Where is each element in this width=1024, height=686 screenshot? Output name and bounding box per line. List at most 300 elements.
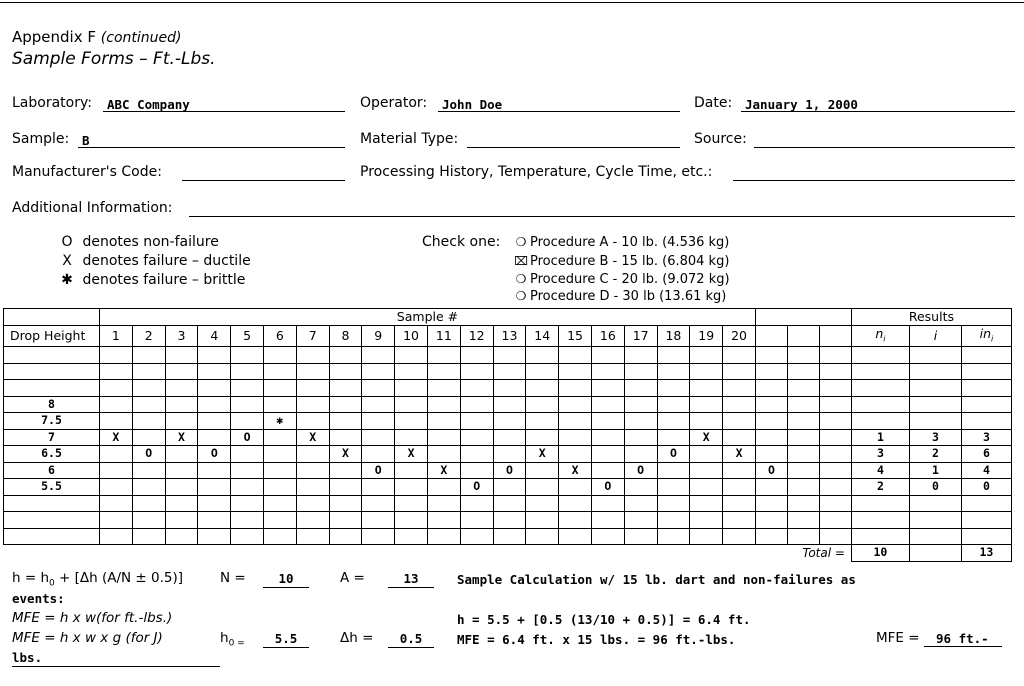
result-mark-cell[interactable] xyxy=(690,462,723,479)
result-mark-cell[interactable] xyxy=(657,462,690,479)
result-mark-cell[interactable] xyxy=(526,347,559,364)
result-mark-cell[interactable] xyxy=(493,479,526,496)
result-mark-cell[interactable] xyxy=(493,512,526,529)
result-mark-cell[interactable] xyxy=(526,528,559,545)
result-mark-cell[interactable] xyxy=(690,396,723,413)
result-mark-cell[interactable] xyxy=(591,347,624,364)
result-mark-cell[interactable] xyxy=(263,528,296,545)
result-mark-cell[interactable] xyxy=(657,512,690,529)
result-value-cell[interactable] xyxy=(961,512,1011,529)
drop-height-cell[interactable]: 6.5 xyxy=(4,446,100,463)
result-mark-cell[interactable] xyxy=(132,347,165,364)
result-mark-cell[interactable] xyxy=(493,495,526,512)
result-mark-cell[interactable] xyxy=(690,413,723,430)
result-mark-cell[interactable] xyxy=(559,396,592,413)
result-mark-cell[interactable] xyxy=(362,413,395,430)
result-mark-cell[interactable] xyxy=(296,495,329,512)
result-mark-cell[interactable] xyxy=(460,512,493,529)
result-value-cell[interactable] xyxy=(961,495,1011,512)
result-mark-cell[interactable] xyxy=(624,347,657,364)
result-mark-cell[interactable] xyxy=(100,363,133,380)
result-mark-cell[interactable] xyxy=(165,462,198,479)
result-mark-cell[interactable] xyxy=(362,528,395,545)
result-mark-cell[interactable] xyxy=(460,363,493,380)
result-mark-cell[interactable] xyxy=(657,495,690,512)
result-value-cell[interactable]: 6 xyxy=(961,446,1011,463)
result-mark-cell[interactable] xyxy=(198,429,231,446)
result-mark-cell[interactable] xyxy=(165,446,198,463)
result-mark-cell[interactable] xyxy=(526,429,559,446)
result-mark-cell[interactable] xyxy=(165,347,198,364)
result-value-cell[interactable]: 4 xyxy=(961,462,1011,479)
result-mark-cell[interactable] xyxy=(787,462,819,479)
total-value-cell[interactable] xyxy=(909,545,961,562)
result-mark-cell[interactable] xyxy=(591,396,624,413)
result-value-cell[interactable]: 4 xyxy=(851,462,909,479)
result-mark-cell[interactable] xyxy=(165,479,198,496)
result-mark-cell[interactable] xyxy=(395,413,428,430)
result-mark-cell[interactable] xyxy=(591,363,624,380)
result-mark-cell[interactable] xyxy=(559,495,592,512)
result-mark-cell[interactable] xyxy=(198,462,231,479)
result-mark-cell[interactable] xyxy=(231,512,264,529)
result-value-cell[interactable] xyxy=(961,396,1011,413)
result-mark-cell[interactable] xyxy=(329,429,362,446)
result-mark-cell[interactable] xyxy=(657,347,690,364)
result-mark-cell[interactable] xyxy=(493,446,526,463)
result-mark-cell[interactable] xyxy=(787,446,819,463)
result-mark-cell[interactable] xyxy=(362,479,395,496)
result-mark-cell[interactable] xyxy=(624,429,657,446)
result-mark-cell[interactable] xyxy=(723,479,756,496)
additional-info-field[interactable] xyxy=(189,200,1015,217)
result-mark-cell[interactable] xyxy=(787,413,819,430)
result-value-cell[interactable] xyxy=(909,528,961,545)
procedure-d-option[interactable] xyxy=(512,289,726,304)
result-mark-cell[interactable] xyxy=(526,462,559,479)
result-mark-cell[interactable] xyxy=(723,512,756,529)
result-mark-cell[interactable] xyxy=(493,429,526,446)
result-mark-cell[interactable] xyxy=(690,446,723,463)
mfe-value[interactable]: 96 ft.- xyxy=(924,631,1002,647)
result-mark-cell[interactable] xyxy=(198,396,231,413)
result-mark-cell[interactable] xyxy=(132,363,165,380)
result-value-cell[interactable] xyxy=(851,347,909,364)
result-mark-cell[interactable] xyxy=(198,413,231,430)
drop-height-cell[interactable] xyxy=(4,512,100,529)
result-mark-cell[interactable] xyxy=(132,429,165,446)
result-mark-cell[interactable] xyxy=(100,479,133,496)
drop-height-cell[interactable] xyxy=(4,363,100,380)
result-mark-cell[interactable] xyxy=(263,446,296,463)
result-mark-cell[interactable] xyxy=(231,446,264,463)
result-mark-cell[interactable] xyxy=(690,495,723,512)
result-mark-cell[interactable] xyxy=(231,479,264,496)
result-mark-cell[interactable] xyxy=(723,462,756,479)
result-mark-cell[interactable] xyxy=(755,396,787,413)
result-mark-cell[interactable] xyxy=(624,528,657,545)
result-mark-cell[interactable] xyxy=(263,512,296,529)
result-value-cell[interactable] xyxy=(909,396,961,413)
result-mark-cell[interactable] xyxy=(231,396,264,413)
result-mark-cell[interactable] xyxy=(657,380,690,397)
result-mark-cell[interactable] xyxy=(329,479,362,496)
result-mark-cell[interactable]: X xyxy=(296,429,329,446)
laboratory-field[interactable]: ABC Company xyxy=(103,95,345,112)
result-mark-cell[interactable] xyxy=(329,380,362,397)
result-mark-cell[interactable] xyxy=(657,528,690,545)
result-mark-cell[interactable] xyxy=(819,512,851,529)
result-mark-cell[interactable]: X xyxy=(723,446,756,463)
result-mark-cell[interactable] xyxy=(819,363,851,380)
result-mark-cell[interactable] xyxy=(591,462,624,479)
result-mark-cell[interactable] xyxy=(427,363,460,380)
result-mark-cell[interactable] xyxy=(395,429,428,446)
result-mark-cell[interactable] xyxy=(819,479,851,496)
result-mark-cell[interactable] xyxy=(165,380,198,397)
result-mark-cell[interactable] xyxy=(100,528,133,545)
result-mark-cell[interactable] xyxy=(329,528,362,545)
result-mark-cell[interactable] xyxy=(263,462,296,479)
result-value-cell[interactable] xyxy=(851,396,909,413)
result-mark-cell[interactable]: O xyxy=(591,479,624,496)
result-value-cell[interactable]: 1 xyxy=(851,429,909,446)
result-mark-cell[interactable] xyxy=(657,429,690,446)
result-value-cell[interactable]: 2 xyxy=(851,479,909,496)
checked-radio-icon[interactable]: ⌧ xyxy=(514,254,528,268)
result-mark-cell[interactable] xyxy=(296,413,329,430)
source-field[interactable] xyxy=(754,131,1015,148)
result-mark-cell[interactable] xyxy=(263,479,296,496)
result-mark-cell[interactable] xyxy=(296,363,329,380)
result-mark-cell[interactable] xyxy=(690,479,723,496)
result-mark-cell[interactable] xyxy=(198,347,231,364)
result-mark-cell[interactable] xyxy=(526,512,559,529)
result-mark-cell[interactable] xyxy=(755,528,787,545)
result-mark-cell[interactable] xyxy=(787,512,819,529)
result-mark-cell[interactable] xyxy=(100,446,133,463)
result-value-cell[interactable] xyxy=(961,347,1011,364)
result-mark-cell[interactable] xyxy=(624,413,657,430)
result-mark-cell[interactable] xyxy=(624,380,657,397)
result-mark-cell[interactable] xyxy=(100,347,133,364)
result-mark-cell[interactable] xyxy=(100,495,133,512)
result-mark-cell[interactable] xyxy=(526,495,559,512)
result-mark-cell[interactable] xyxy=(231,528,264,545)
result-mark-cell[interactable] xyxy=(787,495,819,512)
result-mark-cell[interactable] xyxy=(395,347,428,364)
result-mark-cell[interactable] xyxy=(198,512,231,529)
drop-height-cell[interactable]: 8 xyxy=(4,396,100,413)
result-mark-cell[interactable] xyxy=(263,380,296,397)
result-mark-cell[interactable] xyxy=(132,413,165,430)
result-mark-cell[interactable] xyxy=(263,347,296,364)
processing-history-field[interactable] xyxy=(733,164,1015,181)
result-mark-cell[interactable] xyxy=(460,380,493,397)
result-mark-cell[interactable] xyxy=(296,479,329,496)
result-mark-cell[interactable] xyxy=(362,495,395,512)
radio-icon[interactable]: ❍ xyxy=(515,272,527,286)
result-mark-cell[interactable] xyxy=(427,479,460,496)
result-value-cell[interactable] xyxy=(909,495,961,512)
result-mark-cell[interactable] xyxy=(296,446,329,463)
result-mark-cell[interactable] xyxy=(132,396,165,413)
result-mark-cell[interactable] xyxy=(165,396,198,413)
result-mark-cell[interactable] xyxy=(296,528,329,545)
result-mark-cell[interactable] xyxy=(263,495,296,512)
n-value[interactable]: 10 xyxy=(263,571,309,588)
result-mark-cell[interactable] xyxy=(198,479,231,496)
drop-height-cell[interactable]: 6 xyxy=(4,462,100,479)
result-mark-cell[interactable] xyxy=(723,347,756,364)
result-mark-cell[interactable] xyxy=(559,413,592,430)
result-mark-cell[interactable] xyxy=(427,429,460,446)
result-mark-cell[interactable] xyxy=(591,380,624,397)
result-mark-cell[interactable] xyxy=(787,429,819,446)
result-mark-cell[interactable] xyxy=(132,495,165,512)
result-mark-cell[interactable] xyxy=(165,413,198,430)
drop-height-cell[interactable] xyxy=(4,347,100,364)
result-mark-cell[interactable] xyxy=(460,495,493,512)
result-mark-cell[interactable] xyxy=(427,396,460,413)
result-value-cell[interactable] xyxy=(851,512,909,529)
result-value-cell[interactable] xyxy=(961,413,1011,430)
result-mark-cell[interactable] xyxy=(329,495,362,512)
date-field[interactable]: January 1, 2000 xyxy=(741,95,1015,112)
result-mark-cell[interactable]: X xyxy=(559,462,592,479)
delta-h-value[interactable]: 0.5 xyxy=(388,631,434,648)
result-mark-cell[interactable] xyxy=(493,380,526,397)
result-mark-cell[interactable] xyxy=(362,396,395,413)
result-mark-cell[interactable] xyxy=(624,363,657,380)
result-mark-cell[interactable] xyxy=(165,495,198,512)
result-mark-cell[interactable] xyxy=(427,512,460,529)
result-mark-cell[interactable] xyxy=(787,363,819,380)
result-mark-cell[interactable] xyxy=(165,512,198,529)
result-mark-cell[interactable] xyxy=(329,363,362,380)
result-mark-cell[interactable] xyxy=(559,446,592,463)
result-mark-cell[interactable] xyxy=(395,380,428,397)
result-mark-cell[interactable] xyxy=(296,462,329,479)
total-value-cell[interactable]: 10 xyxy=(851,545,909,562)
radio-icon[interactable]: ❍ xyxy=(515,289,527,303)
result-mark-cell[interactable]: O xyxy=(362,462,395,479)
operator-field[interactable]: John Doe xyxy=(438,95,680,112)
result-mark-cell[interactable] xyxy=(723,429,756,446)
result-value-cell[interactable] xyxy=(909,413,961,430)
result-mark-cell[interactable] xyxy=(231,413,264,430)
result-mark-cell[interactable] xyxy=(755,495,787,512)
result-mark-cell[interactable] xyxy=(493,396,526,413)
result-mark-cell[interactable] xyxy=(263,396,296,413)
result-mark-cell[interactable] xyxy=(231,462,264,479)
sample-field[interactable]: B xyxy=(78,131,345,148)
drop-height-cell[interactable] xyxy=(4,528,100,545)
result-value-cell[interactable] xyxy=(851,528,909,545)
result-mark-cell[interactable] xyxy=(165,363,198,380)
result-mark-cell[interactable] xyxy=(819,380,851,397)
result-mark-cell[interactable] xyxy=(624,495,657,512)
drop-height-cell[interactable]: 5.5 xyxy=(4,479,100,496)
h0-value[interactable]: 5.5 xyxy=(263,631,309,648)
result-mark-cell[interactable] xyxy=(395,363,428,380)
result-mark-cell[interactable] xyxy=(395,462,428,479)
result-mark-cell[interactable] xyxy=(493,528,526,545)
drop-height-cell[interactable] xyxy=(4,495,100,512)
result-mark-cell[interactable] xyxy=(165,528,198,545)
result-mark-cell[interactable]: X xyxy=(526,446,559,463)
result-mark-cell[interactable] xyxy=(755,446,787,463)
result-mark-cell[interactable] xyxy=(819,429,851,446)
result-value-cell[interactable] xyxy=(909,363,961,380)
result-mark-cell[interactable] xyxy=(819,495,851,512)
result-mark-cell[interactable] xyxy=(690,380,723,397)
result-mark-cell[interactable] xyxy=(787,396,819,413)
result-mark-cell[interactable] xyxy=(296,347,329,364)
result-mark-cell[interactable] xyxy=(559,380,592,397)
result-value-cell[interactable] xyxy=(851,413,909,430)
result-mark-cell[interactable]: O xyxy=(493,462,526,479)
result-mark-cell[interactable] xyxy=(329,413,362,430)
result-mark-cell[interactable]: O xyxy=(132,446,165,463)
result-mark-cell[interactable] xyxy=(100,413,133,430)
result-mark-cell[interactable] xyxy=(427,380,460,397)
result-mark-cell[interactable] xyxy=(787,528,819,545)
result-value-cell[interactable]: 2 xyxy=(909,446,961,463)
result-mark-cell[interactable] xyxy=(526,396,559,413)
result-mark-cell[interactable] xyxy=(100,380,133,397)
result-mark-cell[interactable] xyxy=(395,479,428,496)
result-mark-cell[interactable] xyxy=(427,446,460,463)
result-mark-cell[interactable] xyxy=(559,528,592,545)
result-mark-cell[interactable] xyxy=(427,528,460,545)
result-mark-cell[interactable]: O xyxy=(198,446,231,463)
result-value-cell[interactable]: 0 xyxy=(909,479,961,496)
result-mark-cell[interactable] xyxy=(100,396,133,413)
result-mark-cell[interactable] xyxy=(591,446,624,463)
result-mark-cell[interactable]: X xyxy=(165,429,198,446)
a-value[interactable]: 13 xyxy=(388,571,434,588)
result-mark-cell[interactable] xyxy=(819,413,851,430)
result-mark-cell[interactable] xyxy=(723,363,756,380)
result-value-cell[interactable]: 3 xyxy=(961,429,1011,446)
result-mark-cell[interactable] xyxy=(362,380,395,397)
result-mark-cell[interactable] xyxy=(395,528,428,545)
result-mark-cell[interactable] xyxy=(723,528,756,545)
result-value-cell[interactable]: 3 xyxy=(909,429,961,446)
result-mark-cell[interactable] xyxy=(559,512,592,529)
result-mark-cell[interactable] xyxy=(362,363,395,380)
result-mark-cell[interactable] xyxy=(624,479,657,496)
result-mark-cell[interactable] xyxy=(591,512,624,529)
result-mark-cell[interactable] xyxy=(755,363,787,380)
result-mark-cell[interactable] xyxy=(329,462,362,479)
result-mark-cell[interactable] xyxy=(624,512,657,529)
result-mark-cell[interactable] xyxy=(362,446,395,463)
result-mark-cell[interactable] xyxy=(362,512,395,529)
result-mark-cell[interactable] xyxy=(132,479,165,496)
result-mark-cell[interactable] xyxy=(755,413,787,430)
total-value-cell[interactable]: 13 xyxy=(961,545,1011,562)
result-mark-cell[interactable] xyxy=(460,413,493,430)
result-mark-cell[interactable] xyxy=(690,363,723,380)
result-mark-cell[interactable] xyxy=(427,495,460,512)
result-mark-cell[interactable]: X xyxy=(329,446,362,463)
result-mark-cell[interactable] xyxy=(460,446,493,463)
result-mark-cell[interactable] xyxy=(296,396,329,413)
result-mark-cell[interactable] xyxy=(460,462,493,479)
result-mark-cell[interactable] xyxy=(460,528,493,545)
result-value-cell[interactable] xyxy=(909,347,961,364)
result-mark-cell[interactable] xyxy=(329,396,362,413)
result-mark-cell[interactable] xyxy=(690,512,723,529)
result-mark-cell[interactable] xyxy=(362,347,395,364)
result-mark-cell[interactable] xyxy=(362,429,395,446)
result-mark-cell[interactable] xyxy=(819,528,851,545)
result-mark-cell[interactable] xyxy=(427,413,460,430)
procedure-b-option[interactable] xyxy=(512,254,729,269)
result-mark-cell[interactable] xyxy=(624,396,657,413)
result-mark-cell[interactable] xyxy=(723,380,756,397)
result-value-cell[interactable] xyxy=(851,495,909,512)
result-mark-cell[interactable] xyxy=(296,380,329,397)
result-mark-cell[interactable]: O xyxy=(624,462,657,479)
result-mark-cell[interactable] xyxy=(296,512,329,529)
result-mark-cell[interactable] xyxy=(526,363,559,380)
result-value-cell[interactable]: 3 xyxy=(851,446,909,463)
result-mark-cell[interactable] xyxy=(132,462,165,479)
result-mark-cell[interactable] xyxy=(755,479,787,496)
radio-icon[interactable]: ❍ xyxy=(515,235,527,249)
result-mark-cell[interactable] xyxy=(493,363,526,380)
result-mark-cell[interactable] xyxy=(819,347,851,364)
result-value-cell[interactable] xyxy=(851,363,909,380)
procedure-a-option[interactable] xyxy=(512,235,729,250)
result-mark-cell[interactable] xyxy=(493,413,526,430)
result-mark-cell[interactable]: O xyxy=(460,479,493,496)
result-value-cell[interactable]: 0 xyxy=(961,479,1011,496)
result-mark-cell[interactable]: O xyxy=(657,446,690,463)
result-mark-cell[interactable] xyxy=(559,429,592,446)
result-mark-cell[interactable]: ✱ xyxy=(263,413,296,430)
result-mark-cell[interactable] xyxy=(198,363,231,380)
result-mark-cell[interactable] xyxy=(493,347,526,364)
result-mark-cell[interactable] xyxy=(395,512,428,529)
result-mark-cell[interactable] xyxy=(198,380,231,397)
result-mark-cell[interactable] xyxy=(231,347,264,364)
drop-height-cell[interactable] xyxy=(4,380,100,397)
result-mark-cell[interactable] xyxy=(526,479,559,496)
result-mark-cell[interactable] xyxy=(231,363,264,380)
result-value-cell[interactable]: 1 xyxy=(909,462,961,479)
result-mark-cell[interactable] xyxy=(263,363,296,380)
result-value-cell[interactable] xyxy=(909,380,961,397)
result-mark-cell[interactable] xyxy=(787,380,819,397)
result-mark-cell[interactable] xyxy=(690,347,723,364)
result-mark-cell[interactable] xyxy=(657,363,690,380)
result-mark-cell[interactable] xyxy=(723,396,756,413)
result-mark-cell[interactable] xyxy=(263,429,296,446)
result-mark-cell[interactable]: X xyxy=(427,462,460,479)
result-mark-cell[interactable] xyxy=(624,446,657,463)
result-mark-cell[interactable] xyxy=(755,512,787,529)
drop-height-cell[interactable]: 7.5 xyxy=(4,413,100,430)
result-mark-cell[interactable] xyxy=(657,413,690,430)
result-mark-cell[interactable] xyxy=(427,347,460,364)
result-mark-cell[interactable] xyxy=(723,495,756,512)
result-mark-cell[interactable] xyxy=(460,396,493,413)
result-mark-cell[interactable] xyxy=(526,380,559,397)
